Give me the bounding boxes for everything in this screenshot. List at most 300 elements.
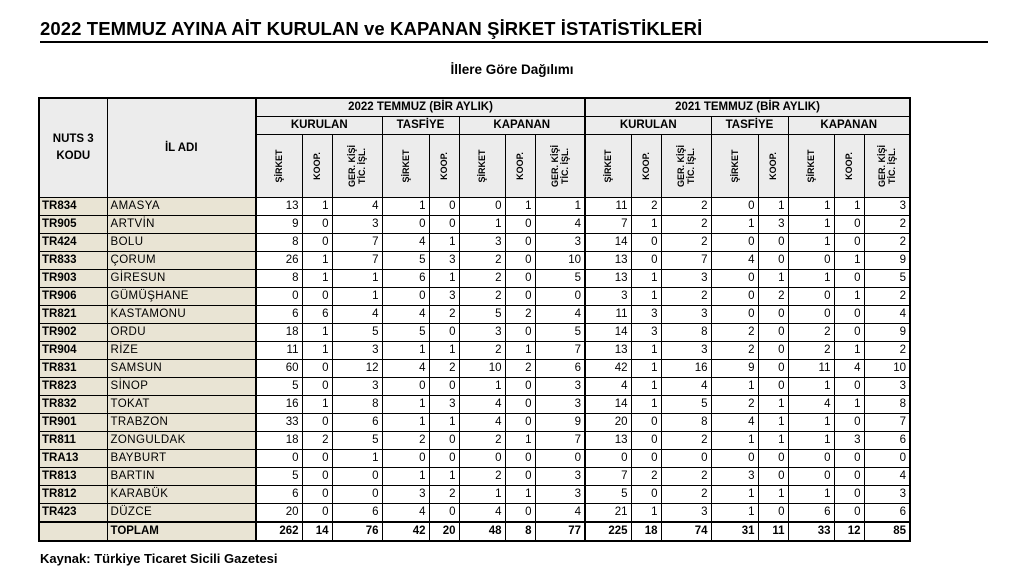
total-value-cell: 76	[332, 522, 382, 541]
table-row	[39, 504, 910, 523]
il-adi-header: İL ADI	[107, 98, 256, 198]
total-value-cell: 48	[459, 522, 505, 541]
total-value-cell: 74	[661, 522, 711, 541]
value-cell: 4	[535, 306, 585, 324]
value-cell: 8	[661, 324, 711, 342]
value-cell: 3	[459, 324, 505, 342]
nuts3-code-cell: TR831	[39, 360, 107, 378]
value-cell: 1	[758, 270, 788, 288]
value-cell: 5	[535, 270, 585, 288]
page-title: 2022 TEMMUZ AYINA AİT KURULAN ve KAPANAN ŞİRKET İSTATİSTİKLERİ	[40, 18, 703, 39]
value-cell: 6	[332, 414, 382, 432]
koop-label: KOOP.	[768, 152, 778, 180]
nuts3-code-cell: TR832	[39, 396, 107, 414]
tasfiye-2022-koop-header	[429, 135, 459, 198]
value-cell: 0	[631, 252, 661, 270]
value-cell: 0	[834, 270, 864, 288]
value-cell: 1	[631, 288, 661, 306]
value-cell: 8	[256, 270, 302, 288]
value-cell: 1	[788, 378, 834, 396]
value-cell: 14	[585, 234, 631, 252]
value-cell: 6	[256, 486, 302, 504]
value-cell: 1	[834, 342, 864, 360]
value-cell: 5	[459, 306, 505, 324]
value-cell: 0	[382, 288, 429, 306]
value-cell: 2	[382, 432, 429, 450]
nuts3-header-line2: KODU	[56, 150, 91, 162]
value-cell: 1	[758, 396, 788, 414]
value-cell: 2	[661, 432, 711, 450]
value-cell: 0	[429, 324, 459, 342]
value-cell: 5	[256, 378, 302, 396]
value-cell: 2	[864, 216, 910, 234]
value-cell: 7	[585, 468, 631, 486]
value-cell: 0	[834, 234, 864, 252]
value-cell: 3	[535, 486, 585, 504]
ger-kisi-tic-label	[550, 145, 570, 187]
value-cell: 2	[661, 234, 711, 252]
value-cell: 1	[711, 432, 758, 450]
value-cell: 18	[256, 324, 302, 342]
value-cell: 9	[864, 324, 910, 342]
value-cell: 4	[864, 306, 910, 324]
ger-kisi-line: GER. KİŞİ	[676, 144, 686, 188]
table-row	[39, 288, 910, 306]
value-cell: 0	[382, 450, 429, 468]
value-cell: 2	[505, 360, 535, 378]
value-cell: 0	[505, 504, 535, 523]
ger-kisi-line: GER. KİŞİ	[876, 144, 887, 188]
value-cell: 4	[382, 504, 429, 523]
kapanan-2021-header: KAPANAN	[788, 117, 910, 135]
il-name-cell: BOLU	[107, 234, 256, 252]
nuts3-code-cell: TR423	[39, 504, 107, 523]
value-cell: 5	[256, 468, 302, 486]
value-cell: 4	[459, 396, 505, 414]
value-cell: 0	[429, 216, 459, 234]
value-cell: 7	[585, 216, 631, 234]
kurulan-2022-header: KURULAN	[256, 117, 382, 135]
value-cell: 3	[711, 468, 758, 486]
value-cell: 7	[535, 342, 585, 360]
value-cell: 6	[535, 360, 585, 378]
value-cell: 1	[332, 270, 382, 288]
il-name-cell: TRABZON	[107, 414, 256, 432]
total-row	[39, 522, 910, 541]
value-cell: 14	[585, 396, 631, 414]
value-cell: 3	[382, 486, 429, 504]
value-cell: 2	[459, 270, 505, 288]
table-row	[39, 324, 910, 342]
value-cell: 18	[256, 432, 302, 450]
value-cell: 6	[302, 306, 332, 324]
value-cell: 0	[711, 198, 758, 216]
value-cell: 1	[758, 486, 788, 504]
value-cell: 4	[535, 216, 585, 234]
kapanan-2022-ger-header	[535, 135, 585, 198]
value-cell: 0	[711, 450, 758, 468]
ger-kisi-tic-label	[877, 145, 897, 187]
page-subtitle: İllere Göre Dağılımı	[450, 62, 574, 77]
value-cell: 0	[505, 378, 535, 396]
total-value-cell: 14	[302, 522, 332, 541]
value-cell: 0	[711, 288, 758, 306]
value-cell: 1	[459, 378, 505, 396]
value-cell: 1	[788, 234, 834, 252]
total-value-cell: 225	[585, 522, 631, 541]
value-cell: 11	[585, 306, 631, 324]
kurulan-2022-koop-header	[302, 135, 332, 198]
value-cell: 13	[256, 198, 302, 216]
value-cell: 4	[661, 378, 711, 396]
total-value-cell: 31	[711, 522, 758, 541]
value-cell: 5	[382, 324, 429, 342]
value-cell: 1	[429, 342, 459, 360]
nuts3-code-cell: TRA13	[39, 450, 107, 468]
value-cell: 11	[256, 342, 302, 360]
value-cell: 0	[834, 216, 864, 234]
value-cell: 9	[711, 360, 758, 378]
value-cell: 14	[585, 324, 631, 342]
value-cell: 0	[711, 270, 758, 288]
value-cell: 0	[332, 486, 382, 504]
sirket-label: ŞİRKET	[400, 149, 411, 183]
value-cell: 0	[758, 378, 788, 396]
value-cell: 1	[429, 414, 459, 432]
value-cell: 0	[302, 378, 332, 396]
value-cell: 0	[834, 306, 864, 324]
kapanan-2021-koop-header	[834, 135, 864, 198]
il-name-cell: TOKAT	[107, 396, 256, 414]
value-cell: 1	[834, 252, 864, 270]
il-name-cell: ARTVİN	[107, 216, 256, 234]
value-cell: 4	[382, 234, 429, 252]
value-cell: 2	[459, 342, 505, 360]
value-cell: 1	[382, 414, 429, 432]
value-cell: 0	[661, 450, 711, 468]
value-cell: 11	[788, 360, 834, 378]
value-cell: 6	[864, 432, 910, 450]
value-cell: 1	[631, 216, 661, 234]
value-cell: 1	[459, 216, 505, 234]
value-cell: 1	[302, 342, 332, 360]
value-cell: 7	[864, 414, 910, 432]
tasfiye-2021-koop-header	[758, 135, 788, 198]
value-cell: 1	[429, 468, 459, 486]
value-cell: 3	[864, 486, 910, 504]
value-cell: 0	[505, 216, 535, 234]
value-cell: 3	[332, 378, 382, 396]
value-cell: 3	[631, 306, 661, 324]
table-row	[39, 270, 910, 288]
value-cell: 7	[535, 432, 585, 450]
value-cell: 10	[459, 360, 505, 378]
tasfiye-2022-header: TASFİYE	[382, 117, 459, 135]
value-cell: 3	[661, 342, 711, 360]
koop-label: KOOP.	[312, 152, 322, 180]
value-cell: 2	[459, 288, 505, 306]
value-cell: 0	[758, 360, 788, 378]
value-cell: 8	[661, 414, 711, 432]
value-cell: 0	[788, 288, 834, 306]
value-cell: 6	[256, 306, 302, 324]
total-value-cell: 12	[834, 522, 864, 541]
value-cell: 33	[256, 414, 302, 432]
value-cell: 1	[382, 198, 429, 216]
value-cell: 5	[864, 270, 910, 288]
total-value-cell: 33	[788, 522, 834, 541]
total-value-cell: 18	[631, 522, 661, 541]
value-cell: 6	[788, 504, 834, 523]
value-cell: 0	[302, 468, 332, 486]
value-cell: 0	[505, 234, 535, 252]
value-cell: 0	[834, 486, 864, 504]
value-cell: 0	[758, 252, 788, 270]
value-cell: 1	[788, 432, 834, 450]
ger-kisi-tic-label	[676, 145, 696, 187]
value-cell: 0	[302, 360, 332, 378]
value-cell: 1	[788, 216, 834, 234]
value-cell: 1	[631, 342, 661, 360]
value-cell: 3	[585, 288, 631, 306]
total-value-cell: 20	[429, 522, 459, 541]
value-cell: 0	[758, 324, 788, 342]
il-name-cell: BAYBURT	[107, 450, 256, 468]
nuts3-header-line1: NUTS 3	[52, 133, 94, 145]
value-cell: 1	[631, 270, 661, 288]
value-cell: 1	[505, 432, 535, 450]
table-row	[39, 396, 910, 414]
value-cell: 2	[429, 360, 459, 378]
value-cell: 1	[429, 234, 459, 252]
value-cell: 0	[382, 378, 429, 396]
value-cell: 5	[585, 486, 631, 504]
value-cell: 0	[834, 324, 864, 342]
value-cell: 1	[834, 198, 864, 216]
ger-kisi-tic-label	[347, 145, 367, 187]
value-cell: 0	[631, 432, 661, 450]
statistics-table	[38, 97, 911, 542]
tasfiye-2021-header: TASFİYE	[711, 117, 788, 135]
value-cell: 8	[864, 396, 910, 414]
value-cell: 6	[864, 504, 910, 523]
value-cell: 2	[788, 342, 834, 360]
value-cell: 0	[758, 450, 788, 468]
value-cell: 1	[382, 468, 429, 486]
kapanan-2022-sirket-header	[459, 135, 505, 198]
kurulan-2021-sirket-header	[585, 135, 631, 198]
value-cell: 0	[834, 468, 864, 486]
kapanan-2022-koop-header	[505, 135, 535, 198]
value-cell: 1	[788, 486, 834, 504]
il-name-cell: GÜMÜŞHANE	[107, 288, 256, 306]
value-cell: 0	[302, 414, 332, 432]
value-cell: 0	[429, 450, 459, 468]
value-cell: 2	[505, 306, 535, 324]
value-cell: 0	[758, 306, 788, 324]
value-cell: 60	[256, 360, 302, 378]
value-cell: 0	[382, 216, 429, 234]
il-name-cell: ZONGULDAK	[107, 432, 256, 450]
value-cell: 3	[535, 234, 585, 252]
value-cell: 4	[332, 306, 382, 324]
total-value-cell: 11	[758, 522, 788, 541]
value-cell: 1	[505, 198, 535, 216]
value-cell: 0	[585, 450, 631, 468]
il-name-cell: AMASYA	[107, 198, 256, 216]
value-cell: 3	[429, 396, 459, 414]
value-cell: 3	[758, 216, 788, 234]
value-cell: 2	[429, 486, 459, 504]
value-cell: 0	[788, 468, 834, 486]
il-name-cell: RİZE	[107, 342, 256, 360]
value-cell: 1	[788, 414, 834, 432]
value-cell: 21	[585, 504, 631, 523]
total-value-cell: 8	[505, 522, 535, 541]
nuts3-code-cell: TR905	[39, 216, 107, 234]
value-cell: 10	[535, 252, 585, 270]
value-cell: 3	[661, 270, 711, 288]
value-cell: 13	[585, 342, 631, 360]
table-row	[39, 234, 910, 252]
value-cell: 10	[864, 360, 910, 378]
value-cell: 2	[864, 234, 910, 252]
table-row	[39, 198, 910, 216]
value-cell: 1	[459, 486, 505, 504]
value-cell: 2	[788, 324, 834, 342]
nuts3-code-cell: TR821	[39, 306, 107, 324]
value-cell: 7	[332, 252, 382, 270]
value-cell: 0	[535, 288, 585, 306]
nuts3-code-cell: TR834	[39, 198, 107, 216]
value-cell: 0	[631, 414, 661, 432]
value-cell: 2	[661, 216, 711, 234]
tic-isl-line: TİC. İŞL.	[559, 148, 570, 185]
nuts3-code-cell: TR823	[39, 378, 107, 396]
value-cell: 3	[429, 288, 459, 306]
value-cell: 3	[429, 252, 459, 270]
value-cell: 0	[505, 396, 535, 414]
value-cell: 0	[429, 198, 459, 216]
value-cell: 0	[758, 468, 788, 486]
ger-kisi-line: GER. KİŞİ	[347, 144, 357, 188]
value-cell: 2	[661, 486, 711, 504]
value-cell: 2	[661, 468, 711, 486]
value-cell: 2	[711, 342, 758, 360]
value-cell: 0	[505, 414, 535, 432]
total-value-cell: 42	[382, 522, 429, 541]
table-row	[39, 486, 910, 504]
value-cell: 0	[711, 234, 758, 252]
value-cell: 9	[535, 414, 585, 432]
value-cell: 1	[332, 450, 382, 468]
sirket-label: ŞİRKET	[477, 149, 487, 183]
koop-label: KOOP.	[439, 152, 449, 180]
value-cell: 0	[788, 306, 834, 324]
value-cell: 7	[661, 252, 711, 270]
il-name-cell: KASTAMONU	[107, 306, 256, 324]
value-cell: 2	[631, 198, 661, 216]
table-row	[39, 306, 910, 324]
value-cell: 0	[505, 252, 535, 270]
kapanan-2022-header: KAPANAN	[459, 117, 585, 135]
value-cell: 0	[631, 450, 661, 468]
value-cell: 0	[834, 450, 864, 468]
value-cell: 6	[382, 270, 429, 288]
value-cell: 3	[661, 504, 711, 523]
kurulan-2022-sirket-header	[256, 135, 302, 198]
value-cell: 0	[505, 468, 535, 486]
total-code-cell	[39, 522, 107, 541]
table-row	[39, 468, 910, 486]
value-cell: 4	[864, 468, 910, 486]
value-cell: 0	[711, 306, 758, 324]
value-cell: 0	[758, 342, 788, 360]
value-cell: 13	[585, 270, 631, 288]
il-name-cell: SAMSUN	[107, 360, 256, 378]
value-cell: 13	[585, 432, 631, 450]
value-cell: 0	[631, 234, 661, 252]
sirket-label: ŞİRKET	[603, 149, 614, 183]
value-cell: 9	[256, 216, 302, 234]
source-note: Kaynak: Türkiye Ticaret Sicili Gazetesi	[40, 551, 278, 566]
table-row	[39, 216, 910, 234]
il-name-cell: SİNOP	[107, 378, 256, 396]
value-cell: 1	[631, 504, 661, 523]
kurulan-2021-koop-header	[631, 135, 661, 198]
value-cell: 1	[302, 396, 332, 414]
value-cell: 0	[459, 198, 505, 216]
value-cell: 8	[332, 396, 382, 414]
value-cell: 0	[505, 324, 535, 342]
value-cell: 1	[788, 270, 834, 288]
value-cell: 3	[332, 216, 382, 234]
value-cell: 3	[661, 306, 711, 324]
value-cell: 0	[505, 270, 535, 288]
value-cell: 7	[332, 234, 382, 252]
tasfiye-2021-sirket-header	[711, 135, 758, 198]
value-cell: 16	[661, 360, 711, 378]
value-cell: 2	[302, 432, 332, 450]
value-cell: 1	[302, 198, 332, 216]
value-cell: 2	[429, 306, 459, 324]
value-cell: 1	[382, 342, 429, 360]
table-row	[39, 450, 910, 468]
value-cell: 4	[332, 198, 382, 216]
value-cell: 2	[631, 468, 661, 486]
value-cell: 5	[661, 396, 711, 414]
table-row	[39, 252, 910, 270]
value-cell: 1	[758, 414, 788, 432]
value-cell: 1	[758, 198, 788, 216]
ger-kisi-line: GER. KİŞİ	[549, 144, 560, 188]
value-cell: 13	[585, 252, 631, 270]
kurulan-2021-ger-header	[661, 135, 711, 198]
il-name-cell: DÜZCE	[107, 504, 256, 523]
value-cell: 9	[864, 252, 910, 270]
value-cell: 3	[535, 468, 585, 486]
value-cell: 20	[585, 414, 631, 432]
value-cell: 1	[535, 198, 585, 216]
value-cell: 5	[535, 324, 585, 342]
value-cell: 0	[864, 450, 910, 468]
value-cell: 2	[864, 342, 910, 360]
value-cell: 0	[788, 252, 834, 270]
value-cell: 4	[382, 360, 429, 378]
value-cell: 1	[834, 288, 864, 306]
value-cell: 0	[834, 414, 864, 432]
value-cell: 12	[332, 360, 382, 378]
